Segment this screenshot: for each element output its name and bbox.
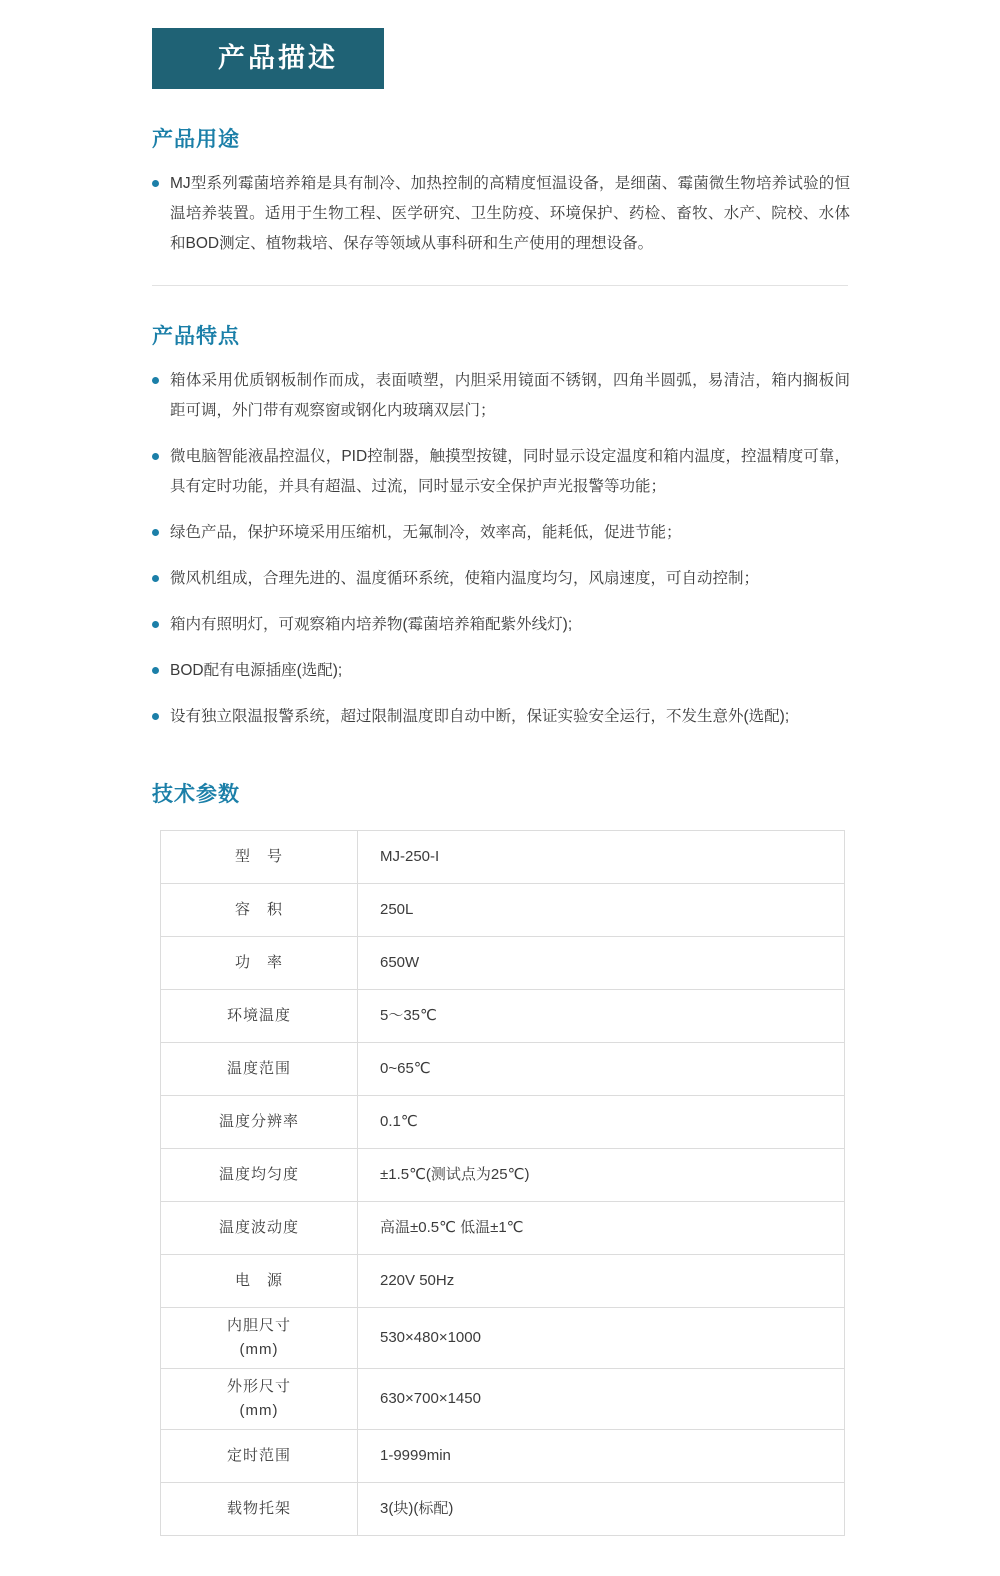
spec-value: 0~65℃ xyxy=(358,1043,845,1096)
spec-label: 功 率 xyxy=(161,937,358,990)
table-row xyxy=(161,1255,845,1308)
bullet-dot-icon xyxy=(152,453,159,460)
section-title-parameters: 技术参数 xyxy=(152,783,240,807)
table-row xyxy=(161,1202,845,1255)
section-title-usage: 产品用途 xyxy=(152,128,240,152)
spec-value: 530×480×1000 xyxy=(358,1308,845,1369)
list-item-text: 设有独立限温报警系统，超过限制温度即自动中断，保证实验安全运行，不发生意外(选配); xyxy=(170,708,790,726)
table-row xyxy=(161,1430,845,1483)
section-parameters xyxy=(0,778,1000,808)
banner-container xyxy=(0,28,1000,89)
bullet-dot-icon xyxy=(152,667,159,674)
bullet-dot-icon xyxy=(152,377,159,384)
table-row xyxy=(161,1308,845,1369)
spec-value: 630×700×1450 xyxy=(358,1369,845,1430)
features-list xyxy=(152,366,850,732)
table-row xyxy=(161,1043,845,1096)
list-item xyxy=(152,442,850,502)
spec-label: 电 源 xyxy=(161,1255,358,1308)
list-item-text: MJ型系列霉菌培养箱是具有制冷、加热控制的高精度恒温设备，是细菌、霉菌微生物培养试验的恒温培养装置。适用于生物工程、医学研究、卫生防疫、环境保护、药检、畜牧、水产、院校、水体和BOD测定、植物栽培、保存等领域从事科研和生产使用的理想设备。 xyxy=(170,175,850,253)
section-divider xyxy=(152,285,848,286)
bullet-dot-icon xyxy=(152,713,159,720)
spec-table-container xyxy=(0,830,1000,1536)
list-item xyxy=(152,366,850,426)
spec-label: 环境温度 xyxy=(161,990,358,1043)
section-usage xyxy=(0,123,1000,259)
table-row xyxy=(161,1369,845,1430)
spec-label: 载物托架 xyxy=(161,1483,358,1536)
spec-label: 型 号 xyxy=(161,831,358,884)
list-item-text: 绿色产品，保护环境采用压缩机，无氟制冷，效率高，能耗低，促进节能； xyxy=(170,524,682,542)
table-row xyxy=(161,1483,845,1536)
spec-label: 温度波动度 xyxy=(161,1202,358,1255)
table-row xyxy=(161,884,845,937)
spec-label: 内胆尺寸 (mm) xyxy=(161,1308,358,1369)
list-item xyxy=(152,169,850,259)
section-title-features: 产品特点 xyxy=(152,325,240,349)
spec-value: 250L xyxy=(358,884,845,937)
spec-value: 220V 50Hz xyxy=(358,1255,845,1308)
list-item-text: BOD配有电源插座(选配); xyxy=(170,662,343,680)
list-item-text: 箱内有照明灯，可观察箱内培养物(霉菌培养箱配紫外线灯); xyxy=(170,616,573,634)
page-title: 产品描述 xyxy=(152,28,384,89)
spec-value: MJ-250-I xyxy=(358,831,845,884)
list-item-text: 微电脑智能液晶控温仪，PID控制器，触摸型按键，同时显示设定温度和箱内温度，控温精度可靠，具有定时功能，并具有超温、过流，同时显示安全保护声光报警等功能； xyxy=(170,448,850,496)
spec-label: 温度范围 xyxy=(161,1043,358,1096)
table-row xyxy=(161,831,845,884)
spec-value: 0.1℃ xyxy=(358,1096,845,1149)
list-item-text: 微风机组成，合理先进的、温度循环系统，使箱内温度均匀，风扇速度，可自动控制； xyxy=(170,570,760,588)
bullet-dot-icon xyxy=(152,621,159,628)
spec-value: 3(块)(标配) xyxy=(358,1483,845,1536)
spec-table xyxy=(160,830,845,1536)
spec-value: 5～35℃ xyxy=(358,990,845,1043)
bottom-spacer xyxy=(0,1536,1000,1576)
spec-label: 温度分辨率 xyxy=(161,1096,358,1149)
section-features xyxy=(0,320,1000,732)
list-item xyxy=(152,518,850,548)
list-item xyxy=(152,564,850,594)
table-row xyxy=(161,937,845,990)
spec-value: 1-9999min xyxy=(358,1430,845,1483)
spec-value: ±1.5℃(测试点为25℃) xyxy=(358,1149,845,1202)
spec-label: 温度均匀度 xyxy=(161,1149,358,1202)
spec-value: 650W xyxy=(358,937,845,990)
spec-label: 外形尺寸 (mm) xyxy=(161,1369,358,1430)
spec-value: 高温±0.5℃ 低温±1℃ xyxy=(358,1202,845,1255)
bullet-dot-icon xyxy=(152,180,159,187)
table-row xyxy=(161,1096,845,1149)
usage-list xyxy=(152,169,850,259)
spec-label: 定时范围 xyxy=(161,1430,358,1483)
list-item-text: 箱体采用优质钢板制作而成，表面喷塑，内胆采用镜面不锈钢，四角半圆弧，易清洁，箱内搁板间距可调，外门带有观察窗或钢化内玻璃双层门； xyxy=(170,372,850,420)
list-item xyxy=(152,656,850,686)
table-row xyxy=(161,1149,845,1202)
list-item xyxy=(152,610,850,640)
list-item xyxy=(152,702,850,732)
bullet-dot-icon xyxy=(152,575,159,582)
table-row xyxy=(161,990,845,1043)
bullet-dot-icon xyxy=(152,529,159,536)
spec-label: 容 积 xyxy=(161,884,358,937)
